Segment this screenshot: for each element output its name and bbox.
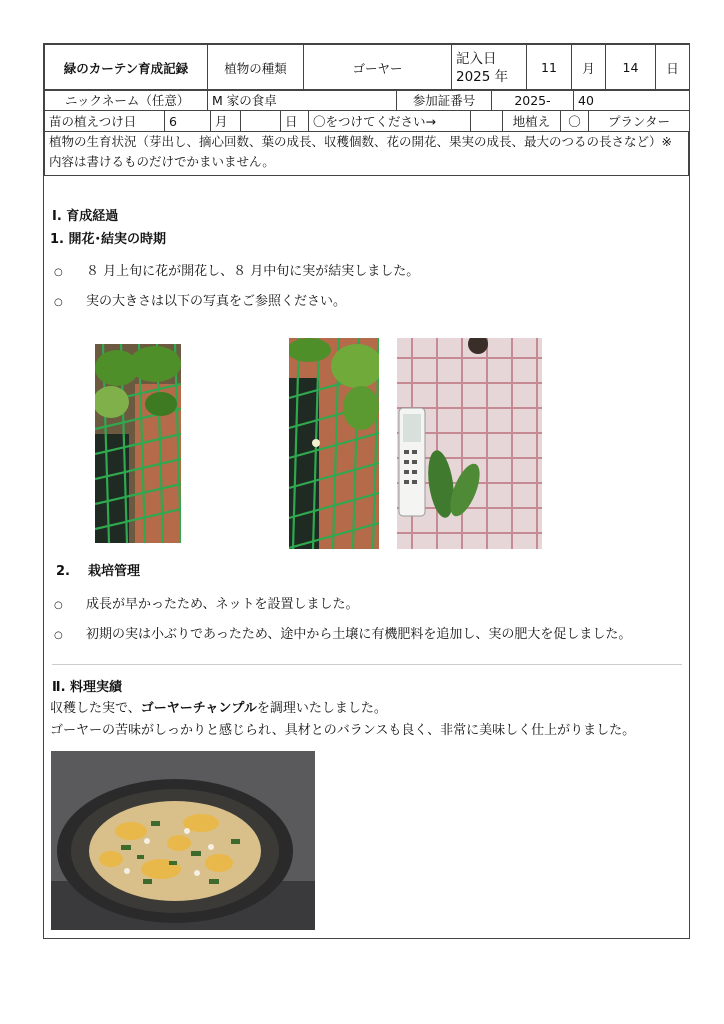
date-day: 14	[606, 45, 656, 91]
bullet-mark: ○	[54, 267, 63, 278]
entry-number-label: 参加証番号	[397, 90, 492, 111]
vine-net-photo-1	[95, 344, 181, 543]
blank-cell	[471, 111, 503, 132]
goya-fruit-photo	[397, 338, 542, 549]
date-month: 11	[527, 45, 572, 91]
planting-row	[44, 110, 690, 132]
sub2-heading	[56, 562, 140, 581]
form-title: 緑のカーテン育成記録	[45, 45, 208, 91]
entry-number-value: 40	[574, 90, 690, 111]
sub1-heading: 1. 開花･結実の時期	[50, 232, 167, 247]
dish-name: ゴーヤーチャンプル	[140, 701, 257, 716]
vine-net-photo-2	[289, 338, 379, 549]
planting-month-unit: 月	[211, 111, 241, 132]
bullet-text: 実の大きさは以下の写真をご参照ください。	[86, 294, 347, 309]
bullet-text: 成長が早かったため、ネットを設置しました。	[86, 597, 359, 612]
sub1-bullet-1	[54, 262, 419, 282]
sub2-number: 2.	[56, 564, 70, 579]
champuru-photo	[51, 751, 315, 930]
ground-mark: 〇	[561, 111, 589, 132]
line1-pre: 収穫した実で、	[50, 701, 141, 716]
line1-post: を調理いたしました。	[256, 701, 387, 716]
section-divider	[52, 664, 682, 665]
nickname-row	[44, 89, 690, 111]
date-label-cell	[452, 45, 527, 91]
section2-heading: Ⅱ. 料理実績	[52, 680, 123, 695]
planting-day-unit: 日	[281, 111, 309, 132]
sub2-bullet-1	[54, 595, 358, 615]
circle-instruction: 〇をつけてください→	[309, 111, 471, 132]
sub2-title: 栽培管理	[87, 564, 140, 579]
header-table	[44, 44, 690, 91]
nickname-value: M 家の食卓	[208, 90, 397, 111]
planter-label: プランター	[589, 111, 690, 132]
section2-line1	[50, 699, 387, 718]
ground-label: 地植え	[503, 111, 561, 132]
date-year: 2025 年	[456, 68, 509, 85]
bullet-mark: ○	[54, 630, 63, 641]
bullet-text: 初期の実は小ぶりであったため、途中から土壌に有機肥料を追加し、実の肥大を促しました。	[86, 627, 632, 642]
bullet-mark: ○	[54, 600, 63, 611]
date-label: 記入日	[456, 50, 497, 67]
month-unit: 月	[572, 45, 606, 91]
nickname-label: ニックネーム（任意）	[45, 90, 208, 111]
planting-month: 6	[165, 111, 211, 132]
bullet-mark: ○	[54, 297, 63, 308]
entry-number-prefix: 2025-	[492, 90, 574, 111]
day-unit: 日	[656, 45, 690, 91]
planting-label: 苗の植えつけ日	[45, 111, 165, 132]
plant-type-label: 植物の種類	[208, 45, 304, 91]
section1-heading: Ⅰ. 育成経過	[52, 209, 119, 224]
record-form	[43, 43, 690, 939]
sub2-bullet-2	[54, 625, 631, 645]
bullet-text: ８ 月上旬に花が開花し、８ 月中旬に実が結実しました。	[86, 264, 420, 279]
status-note: 植物の生育状況（芽出し、摘心回数、葉の成長、収穫個数、花の開花、果実の成長、最大のつるの長さなど）※内容は書けるものだけでかまいません。	[45, 132, 689, 176]
section2-line2: ゴーヤーの苦味がしっかりと感じられ、具材とのバランスも良く、非常に美味しく仕上がりました。	[50, 723, 636, 738]
plant-type-value: ゴーヤー	[304, 45, 452, 91]
sub1-bullet-2	[54, 292, 346, 312]
status-row	[44, 131, 689, 176]
planting-day	[241, 111, 281, 132]
